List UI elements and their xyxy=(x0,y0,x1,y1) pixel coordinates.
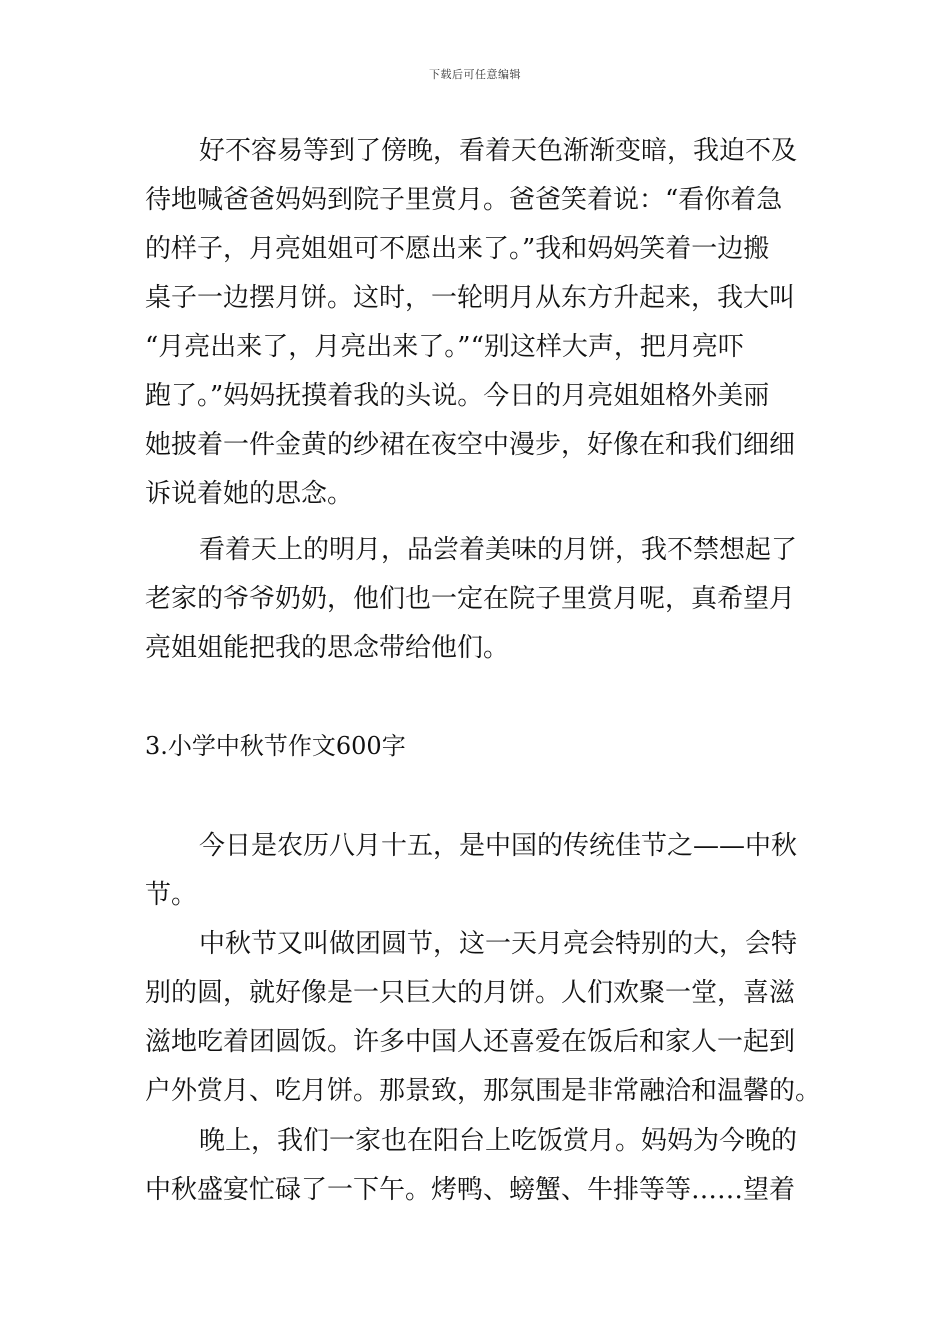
text-line: 中秋盛宴忙碌了一下午。烤鸭、螃蟹、牛排等等……望着 xyxy=(145,1175,796,1205)
text-line: 今日是农历八月十五，是中国的传统佳节之——中秋 xyxy=(199,831,798,861)
text-line: 别的圆，就好像是一只巨大的月饼。人们欢聚一堂，喜滋 xyxy=(145,978,796,1008)
text-line: 桌子一边摆月饼。这时，一轮明月从东方升起来，我大叫 xyxy=(145,283,796,313)
text-line: 老家的爷爷奶奶，他们也一定在院子里赏月呢，真希望月 xyxy=(145,584,796,614)
text-line: 好不容易等到了傍晚，看着天色渐渐变暗，我迫不及 xyxy=(199,136,798,166)
text-line: 节。 xyxy=(145,880,198,910)
text-line: 中秋节又叫做团圆节，这一天月亮会特别的大，会特 xyxy=(199,929,798,959)
text-line: 看着天上的明月，品尝着美味的月饼，我不禁想起了 xyxy=(199,535,798,565)
text-line: 晚上，我们一家也在阳台上吃饭赏月。妈妈为今晚的 xyxy=(199,1126,798,1156)
text-line: 跑了。”妈妈抚摸着我的头说。今日的月亮姐姐格外美丽 xyxy=(145,381,770,411)
text-line: 滋地吃着团圆饭。许多中国人还喜爱在饭后和家人一起到 xyxy=(145,1027,796,1057)
section-heading: 3.小学中秋节作文600字 xyxy=(145,732,406,760)
text-line: 待地喊爸爸妈妈到院子里赏月。爸爸笑着说：“看你着急 xyxy=(145,185,783,215)
text-line: 户外赏月、吃月饼。那景致，那氛围是非常融洽和温馨的。 xyxy=(145,1076,822,1106)
paragraph-moon-viewing xyxy=(145,127,805,519)
text-line: 的样子，月亮姐姐可不愿出来了。”我和妈妈笑着一边搬 xyxy=(145,234,770,264)
text-line: “月亮出来了，月亮出来了。”“别这样大声，把月亮吓 xyxy=(145,332,744,362)
text-line: 诉说着她的思念。 xyxy=(145,479,354,509)
paragraph-missing-grandparents xyxy=(145,526,805,673)
paragraph-evening-feast xyxy=(145,1117,805,1215)
paragraph-reunion-festival xyxy=(145,920,822,1116)
paragraph-intro xyxy=(145,822,805,920)
text-line: 亮姐姐能把我的思念带给他们。 xyxy=(145,633,510,663)
text-line: 她披着一件金黄的纱裙在夜空中漫步，好像在和我们细细 xyxy=(145,430,796,460)
page-header: 下载后可任意编辑 xyxy=(429,68,521,81)
